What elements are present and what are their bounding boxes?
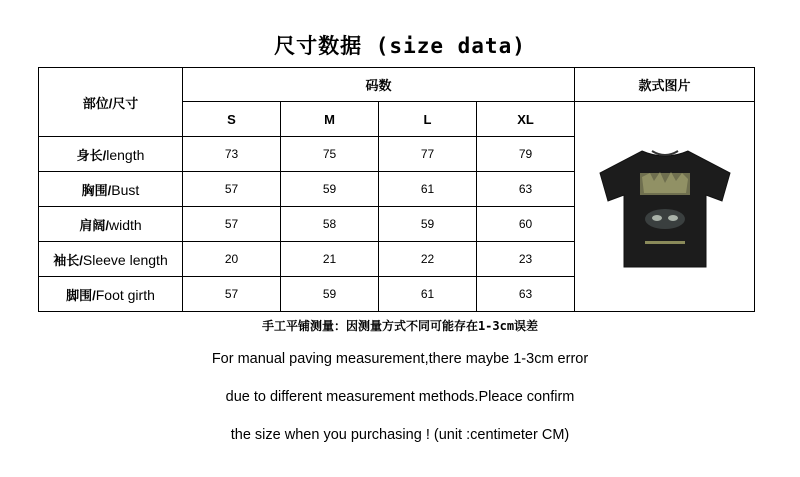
cell-foot-m: 59: [281, 277, 379, 312]
part-size-header: 部位/尺寸: [39, 68, 183, 137]
page-title: 尺寸数据 (size data): [274, 34, 526, 58]
size-header: 码数: [183, 68, 575, 102]
product-image-cell: [575, 102, 755, 312]
size-col-xl: XL: [477, 102, 575, 137]
cell-sleeve-l: 22: [379, 242, 477, 277]
row-label-width: 肩阔/width: [39, 207, 183, 242]
black-tshirt-icon: [590, 137, 740, 277]
size-col-s: S: [183, 102, 281, 137]
cell-foot-s: 57: [183, 277, 281, 312]
cell-length-s: 73: [183, 137, 281, 172]
measurement-note-cn: 手工平铺测量：因测量方式不同可能存在1-3cm误差: [261, 319, 539, 333]
cell-bust-xl: 63: [477, 172, 575, 207]
measurement-note-line-2: due to different measurement methods.Pleace confirm: [225, 389, 575, 405]
cell-length-m: 75: [281, 137, 379, 172]
cell-foot-xl: 63: [477, 277, 575, 312]
cell-sleeve-s: 20: [183, 242, 281, 277]
row-label-foot-girth: 脚围/Foot girth: [39, 277, 183, 312]
cell-foot-l: 61: [379, 277, 477, 312]
row-label-bust: 胸围/Bust: [39, 172, 183, 207]
measurement-note-line-3: the size when you purchasing ! (unit :centimeter CM): [230, 427, 570, 443]
cell-length-xl: 79: [477, 137, 575, 172]
style-image-header: 款式图片: [575, 68, 755, 102]
cell-sleeve-xl: 23: [477, 242, 575, 277]
row-label-length: 身长/length: [39, 137, 183, 172]
cell-width-l: 59: [379, 207, 477, 242]
size-col-l: L: [379, 102, 477, 137]
cell-bust-s: 57: [183, 172, 281, 207]
size-chart-table: [38, 67, 755, 312]
cell-bust-m: 59: [281, 172, 379, 207]
row-label-sleeve-length: 袖长/Sleeve length: [39, 242, 183, 277]
cell-width-m: 58: [281, 207, 379, 242]
size-col-m: M: [281, 102, 379, 137]
cell-bust-l: 61: [379, 172, 477, 207]
cell-sleeve-m: 21: [281, 242, 379, 277]
cell-length-l: 77: [379, 137, 477, 172]
cell-width-s: 57: [183, 207, 281, 242]
cell-width-xl: 60: [477, 207, 575, 242]
measurement-note-line-1: For manual paving measurement,there maybe 1-3cm error: [211, 351, 589, 367]
